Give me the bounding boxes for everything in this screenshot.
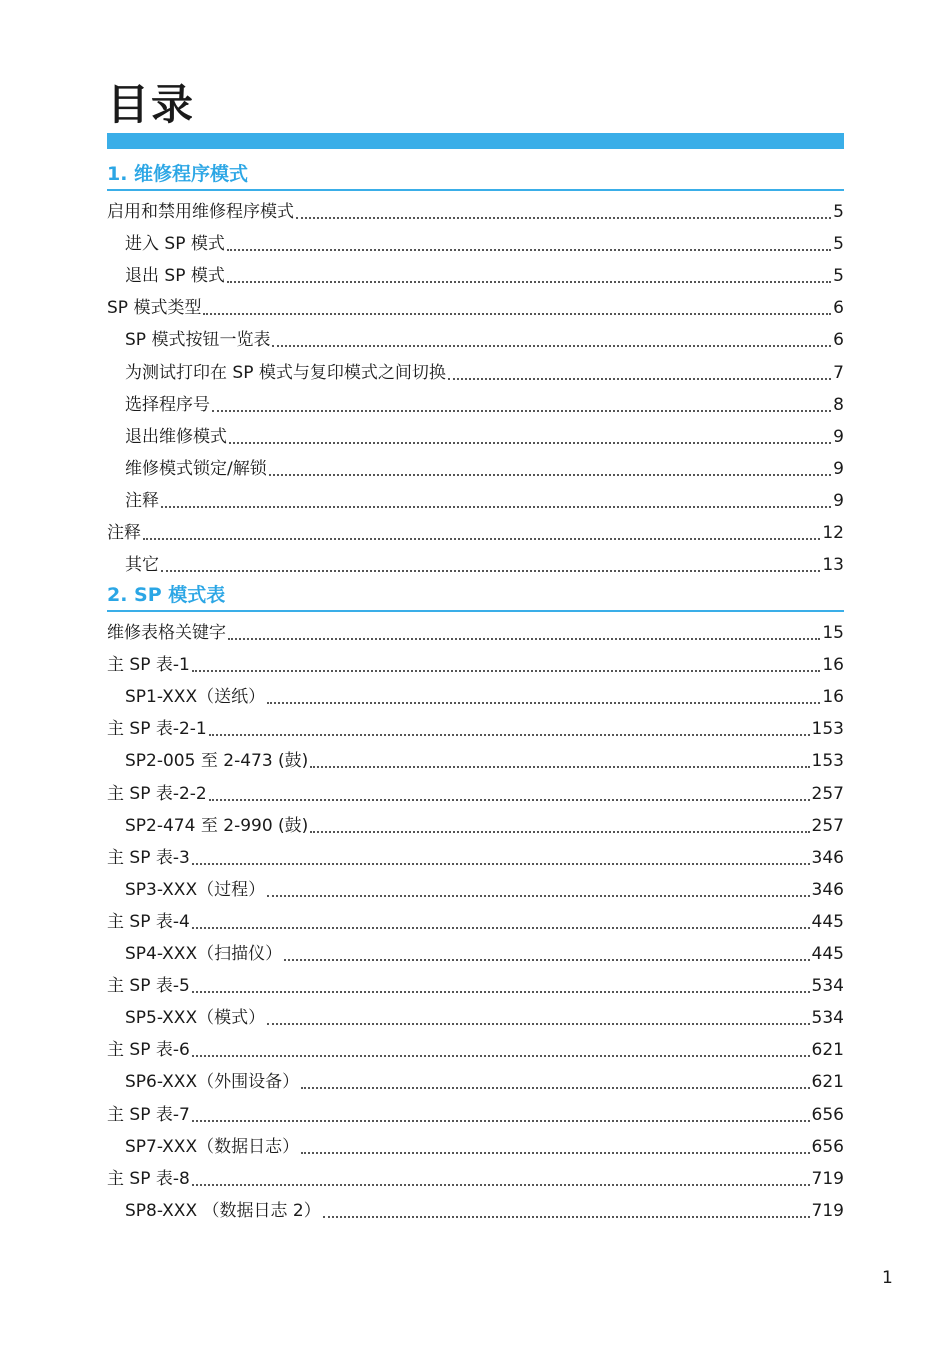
toc-entry-label: 注释 — [107, 523, 141, 543]
toc-entry-label: 为测试打印在 SP 模式与复印模式之间切换 — [125, 363, 446, 383]
title-rule — [107, 133, 844, 149]
toc-entry-label: 维修模式锁定/解锁 — [125, 459, 267, 479]
toc-entry-label: 主 SP 表-6 — [107, 1040, 190, 1060]
toc-subentry[interactable] — [125, 681, 844, 713]
toc-entry[interactable] — [107, 1163, 844, 1195]
toc-entry-page: 9 — [833, 459, 844, 479]
dot-leader — [310, 765, 809, 768]
toc-entry[interactable] — [107, 1034, 844, 1066]
dot-leader — [192, 862, 810, 865]
toc-subentry[interactable] — [125, 260, 844, 292]
toc-entry-page: 153 — [811, 751, 844, 771]
toc-entry-page: 257 — [811, 784, 844, 804]
toc-entry-label: 进入 SP 模式 — [125, 234, 225, 254]
toc-subentry[interactable] — [125, 1066, 844, 1098]
dot-leader — [192, 1119, 810, 1122]
toc-entry-page: 153 — [811, 719, 844, 739]
toc-entry-label: SP5-XXX（模式） — [125, 1008, 266, 1028]
toc-subentry[interactable] — [125, 485, 844, 517]
toc-entry-label: 主 SP 表-2-1 — [107, 719, 207, 739]
toc-subentry[interactable] — [125, 810, 844, 842]
toc-entry-label: 启用和禁用维修程序模式 — [107, 202, 294, 222]
dot-leader — [161, 569, 820, 572]
toc-entry-label: 选择程序号 — [125, 395, 210, 415]
section-heading: 1. 维修程序模式 — [107, 163, 844, 191]
dot-leader — [143, 537, 820, 540]
toc-entry-label: SP7-XXX（数据日志） — [125, 1137, 300, 1157]
toc-entry-label: SP2-474 至 2-990 (鼓) — [125, 816, 309, 836]
toc-entry-label: SP 模式类型 — [107, 298, 202, 318]
toc-entry-page: 719 — [811, 1169, 844, 1189]
toc-entry-label: SP1-XXX（送纸） — [125, 687, 266, 707]
toc-entry-page: 5 — [833, 266, 844, 286]
toc-subentry[interactable] — [125, 453, 844, 485]
toc-entry-label: 主 SP 表-1 — [107, 655, 190, 675]
toc-entry-page: 346 — [811, 848, 844, 868]
toc-subentry[interactable] — [125, 228, 844, 260]
toc-entry-page: 445 — [811, 944, 844, 964]
toc-entry-page: 15 — [822, 623, 844, 643]
toc-entry-label: 主 SP 表-3 — [107, 848, 190, 868]
toc-entry-page: 12 — [822, 523, 844, 543]
toc-entry-label: 退出维修模式 — [125, 427, 227, 447]
dot-leader — [192, 926, 810, 929]
dot-leader — [227, 280, 831, 283]
dot-leader — [284, 958, 809, 961]
toc-entry-label: 主 SP 表-2-2 — [107, 784, 207, 804]
toc-entry-page: 6 — [833, 330, 844, 350]
toc-entry-page: 656 — [811, 1105, 844, 1125]
toc-entry-page: 7 — [833, 363, 844, 383]
toc-entry-label: SP2-005 至 2-473 (鼓) — [125, 751, 309, 771]
toc-entry-label: 主 SP 表-4 — [107, 912, 190, 932]
section-heading: 2. SP 模式表 — [107, 584, 844, 612]
toc-entry-page: 16 — [822, 687, 844, 707]
toc-entry[interactable] — [107, 292, 844, 324]
toc-entry[interactable] — [107, 906, 844, 938]
toc-entry-label: SP 模式按钮一览表 — [125, 330, 271, 350]
toc-entry-label: SP4-XXX（扫描仪） — [125, 944, 283, 964]
toc-entry[interactable] — [107, 842, 844, 874]
toc-entry-page: 621 — [811, 1072, 844, 1092]
toc-entry[interactable] — [107, 1099, 844, 1131]
dot-leader — [310, 830, 809, 833]
dot-leader — [161, 505, 831, 508]
toc-entry-page: 621 — [811, 1040, 844, 1060]
toc-entry-page: 5 — [833, 234, 844, 254]
toc-entry[interactable] — [107, 649, 844, 681]
dot-leader — [267, 1022, 809, 1025]
toc-subentry[interactable] — [125, 745, 844, 777]
toc-entry-page: 9 — [833, 491, 844, 511]
dot-leader — [267, 894, 809, 897]
toc-entry[interactable] — [107, 778, 844, 810]
toc-entry-label: SP3-XXX（过程） — [125, 880, 266, 900]
toc-entry-label: 主 SP 表-5 — [107, 976, 190, 996]
toc-entry-page: 13 — [822, 555, 844, 575]
toc-subentry[interactable] — [125, 874, 844, 906]
toc-entry[interactable] — [107, 970, 844, 1002]
toc-entry-page: 16 — [822, 655, 844, 675]
toc-entry-label: SP8-XXX （数据日志 2） — [125, 1201, 321, 1221]
toc-entry[interactable] — [107, 713, 844, 745]
toc-entry-page: 656 — [811, 1137, 844, 1157]
toc-subentry[interactable] — [125, 1002, 844, 1034]
toc-entry[interactable] — [107, 617, 844, 649]
dot-leader — [267, 701, 820, 704]
dot-leader — [301, 1151, 809, 1154]
dot-leader — [209, 798, 810, 801]
toc-entry-page: 534 — [811, 1008, 844, 1028]
toc-entry-label: 退出 SP 模式 — [125, 266, 225, 286]
toc-entry-label: 注释 — [125, 491, 159, 511]
toc-entry-page: 6 — [833, 298, 844, 318]
toc-subentry[interactable] — [125, 389, 844, 421]
toc-entry-label: 主 SP 表-7 — [107, 1105, 190, 1125]
dot-leader — [229, 441, 831, 444]
toc-entry-page: 719 — [811, 1201, 844, 1221]
toc-subentry[interactable] — [125, 1195, 844, 1227]
dot-leader — [192, 669, 821, 672]
dot-leader — [272, 344, 831, 347]
dot-leader — [192, 990, 810, 993]
dot-leader — [228, 637, 820, 640]
page-title: 目录 — [107, 80, 196, 129]
toc-entry-page: 5 — [833, 202, 844, 222]
dot-leader — [269, 473, 831, 476]
toc-subentry[interactable] — [125, 357, 844, 389]
toc-subentry[interactable] — [125, 324, 844, 356]
dot-leader — [209, 733, 810, 736]
dot-leader — [212, 409, 831, 412]
toc-entry-page: 8 — [833, 395, 844, 415]
dot-leader — [301, 1086, 809, 1089]
toc-entry-page: 257 — [811, 816, 844, 836]
toc-entry-page: 445 — [811, 912, 844, 932]
toc-entry-label: SP6-XXX（外围设备） — [125, 1072, 300, 1092]
toc-entry-page: 9 — [833, 427, 844, 447]
toc-entry-label: 主 SP 表-8 — [107, 1169, 190, 1189]
toc-entry[interactable] — [107, 517, 844, 549]
toc-subentry[interactable] — [125, 549, 844, 581]
page-number: 1 — [882, 1268, 893, 1288]
toc-entry-page: 346 — [811, 880, 844, 900]
toc-subentry[interactable] — [125, 1131, 844, 1163]
toc-entry-page: 534 — [811, 976, 844, 996]
dot-leader — [203, 312, 831, 315]
dot-leader — [323, 1215, 810, 1218]
dot-leader — [296, 216, 831, 219]
toc-subentry[interactable] — [125, 421, 844, 453]
toc-subentry[interactable] — [125, 938, 844, 970]
toc-entry[interactable] — [107, 196, 844, 228]
dot-leader — [448, 377, 831, 380]
toc-entry-label: 维修表格关键字 — [107, 623, 226, 643]
dot-leader — [192, 1054, 810, 1057]
dot-leader — [227, 248, 831, 251]
dot-leader — [192, 1183, 810, 1186]
toc-entry-label: 其它 — [125, 555, 159, 575]
